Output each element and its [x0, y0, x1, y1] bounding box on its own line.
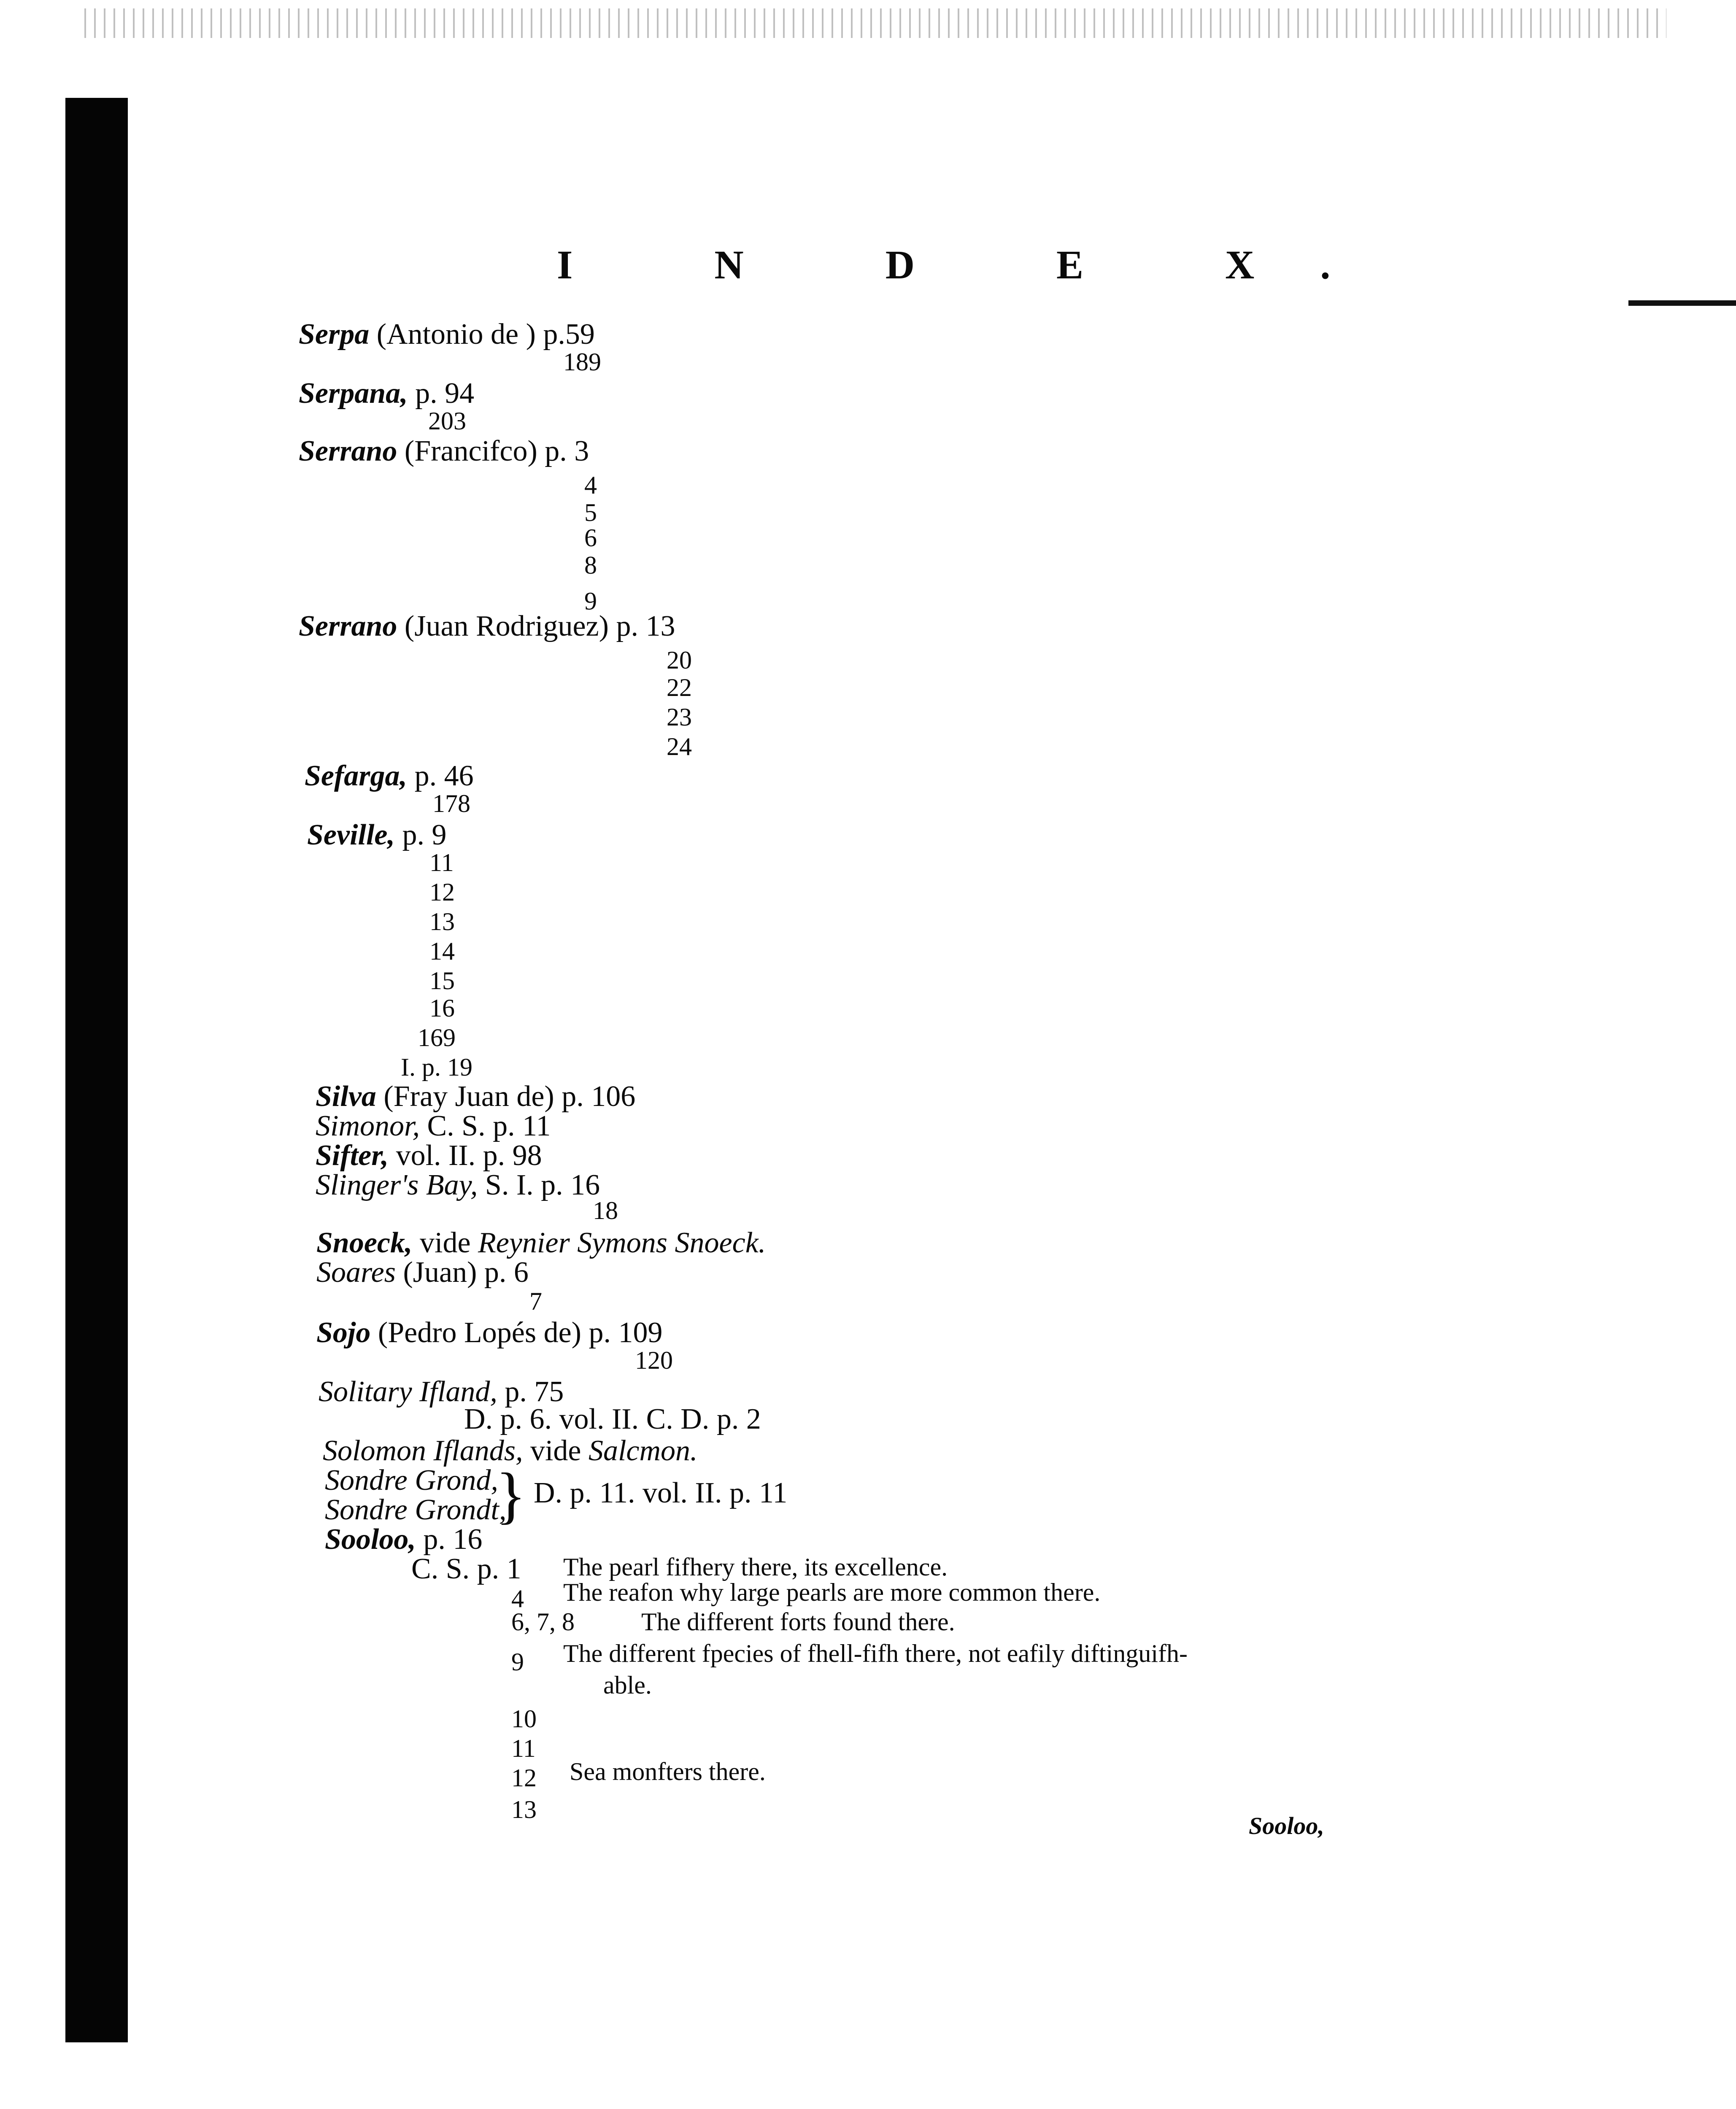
- entry-vide: vide: [420, 1227, 471, 1259]
- entry-pages: D. p. 11. vol. II. p. 11: [534, 1477, 788, 1509]
- page-ref: 11: [429, 849, 454, 877]
- subentry-page: 6, 7, 8: [511, 1608, 575, 1636]
- entry-name-sondre-grondt: Sondre Grondt,: [325, 1494, 507, 1526]
- page-ref: 15: [429, 967, 455, 995]
- entry-pages: p. 16: [423, 1523, 483, 1556]
- index-entry-sojo: [316, 1318, 662, 1348]
- entry-name: Serpana,: [299, 377, 408, 410]
- entry-pages: (Juan) p. 6: [403, 1256, 529, 1289]
- page-ref: 6: [584, 524, 597, 552]
- entry-name: Snoeck,: [316, 1227, 413, 1259]
- index-entry-sister: [316, 1141, 542, 1170]
- entry-name-sondre-grond: Sondre Grond,: [325, 1464, 498, 1497]
- page-title: I N D E X.: [557, 242, 1396, 287]
- entry-name: Sifter,: [316, 1139, 389, 1172]
- edge-mark: [1628, 300, 1736, 306]
- entry-continuation: D. p. 6. vol. II. C. D. p. 2: [464, 1403, 761, 1435]
- page-ref: 23: [667, 703, 692, 731]
- page-ref: 203: [428, 407, 466, 435]
- brace-symbol: }: [496, 1460, 526, 1530]
- page-ref: I. p. 19: [401, 1053, 472, 1081]
- index-entry-seville: [307, 820, 446, 850]
- page-ref: 20: [667, 646, 692, 674]
- subentry-text: The different forts found there.: [641, 1608, 955, 1636]
- entry-name: Serpa: [299, 318, 370, 351]
- subentry-text-continued: able.: [603, 1671, 652, 1699]
- page-ref: 22: [667, 674, 692, 701]
- cross-reference: Salcmon.: [588, 1435, 698, 1467]
- entry-name: Silva: [316, 1080, 376, 1113]
- entry-name: Sefarga,: [305, 760, 408, 792]
- entry-pages: (Fray Juan de) p. 106: [383, 1080, 636, 1113]
- entry-pages: C. S. p. 11: [427, 1110, 551, 1142]
- subentry-text: The pearl fifhery there, its excellence.: [563, 1553, 948, 1581]
- entry-name: Solomon Iflands,: [323, 1435, 523, 1467]
- index-entry-soares: [316, 1258, 529, 1287]
- entry-pages: p. 94: [415, 377, 475, 410]
- page-ref: 4: [584, 471, 597, 499]
- page-ref: 189: [563, 348, 601, 376]
- index-entry-serpa: [299, 320, 595, 349]
- page-ref: 178: [432, 790, 470, 817]
- entry-pages: (Francifco) p. 3: [404, 435, 589, 467]
- entry-pages: p. 9: [402, 819, 447, 851]
- index-entry-sooloo: [325, 1525, 482, 1554]
- subentry-page: 9: [511, 1648, 524, 1676]
- entry-name: Seville,: [307, 819, 395, 851]
- index-entry-simonor: [316, 1111, 551, 1141]
- page-ref: 14: [429, 937, 455, 965]
- subentry-text: The different fpecies of fhell-fifh there, not eafily diftinguifh-: [563, 1640, 1188, 1667]
- entry-vide: vide: [530, 1435, 581, 1467]
- binding-shadow: [65, 98, 128, 2042]
- subentry-page: 13: [511, 1796, 537, 1823]
- subentry-text: Sea monfters there.: [570, 1758, 766, 1785]
- entry-name: Sojo: [316, 1316, 371, 1349]
- entry-pages: (Pedro Lopés de) p. 109: [378, 1316, 663, 1349]
- page-ref: 16: [429, 994, 455, 1022]
- subentry-page: 11: [511, 1734, 536, 1762]
- entry-pages: (Antonio de ) p.59: [376, 318, 595, 351]
- index-entry-sesarga: [305, 761, 474, 791]
- entry-name: Slinger's Bay,: [316, 1169, 478, 1201]
- entry-pages: p. 75: [505, 1375, 564, 1408]
- entry-name: Simonor,: [316, 1110, 420, 1142]
- subentry-page: 12: [511, 1764, 537, 1792]
- page-ref: 18: [593, 1197, 618, 1224]
- index-entry-serrano-francisco: [299, 437, 589, 466]
- catchword: Sooloo,: [1249, 1812, 1324, 1839]
- index-entry-silva: [316, 1082, 635, 1111]
- page-ref: 169: [418, 1024, 456, 1052]
- entry-pages: S. I. p. 16: [485, 1169, 600, 1201]
- entry-name: Serrano: [299, 610, 397, 642]
- entry-name: Sooloo,: [325, 1523, 416, 1556]
- subentry-page: 4: [511, 1585, 524, 1613]
- index-entry-snoeck: [316, 1228, 766, 1258]
- index-entry-solitary-island: [319, 1377, 564, 1407]
- page-ref: 13: [429, 908, 455, 936]
- subentry-page: 10: [511, 1705, 537, 1733]
- entry-pages: (Juan Rodriguez) p. 13: [404, 610, 675, 642]
- entry-pages: p. 46: [414, 760, 474, 792]
- entry-name: Soares: [316, 1256, 396, 1289]
- entry-name: Solitary Ifland,: [319, 1375, 497, 1408]
- page-ref: 5: [584, 499, 597, 526]
- entry-name: Serrano: [299, 435, 397, 467]
- cs-reference: C. S. p. 1: [411, 1553, 521, 1585]
- entry-pages: vol. II. p. 98: [396, 1139, 542, 1172]
- page-ref: 7: [529, 1287, 542, 1315]
- index-entry-serrano-juan: [299, 612, 675, 641]
- subentry-text: The reafon why large pearls are more common there.: [563, 1578, 1101, 1606]
- page-edge-top: [84, 8, 1666, 38]
- cross-reference: Reynier Symons Snoeck.: [478, 1227, 766, 1259]
- page-ref: 9: [584, 587, 597, 615]
- index-entry-slingers-bay: [316, 1170, 600, 1200]
- page-ref: 8: [584, 551, 597, 579]
- index-entry-serpana: [299, 379, 474, 408]
- page-ref: 120: [635, 1346, 673, 1374]
- page-ref: 24: [667, 733, 692, 761]
- page-ref: 12: [429, 878, 455, 906]
